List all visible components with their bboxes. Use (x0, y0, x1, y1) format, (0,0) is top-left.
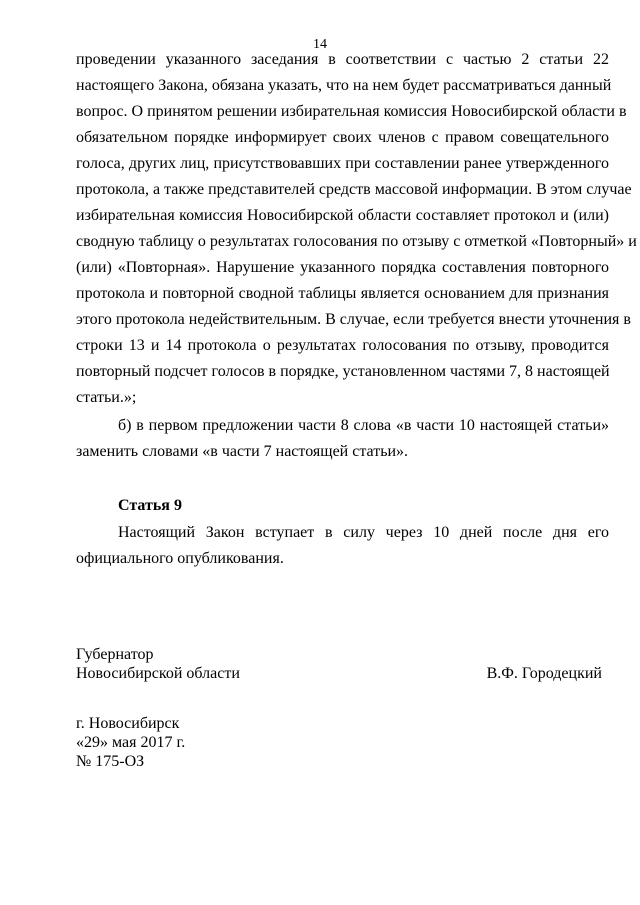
text-line: протокола и повторной сводной таблицы является основанием для признания (76, 285, 609, 302)
signing-date: «29» мая 2017 г. (76, 734, 186, 751)
text-line: вопрос. О принятом решении избирательная комиссия Новосибирской области в (76, 103, 627, 120)
text-line: обязательном порядке информирует своих членов с правом совещательного (76, 129, 609, 146)
signer-region: Новосибирской области (76, 665, 240, 682)
place-of-signing: г. Новосибирск (76, 715, 180, 732)
text-line: б) в первом предложении части 8 слова «в части 10 настоящей статьи» (118, 417, 609, 434)
text-line: повторный подсчет голосов в порядке, установленном частями 7, 8 настоящей (76, 363, 610, 380)
text-line: голоса, других лиц, присутствовавших при составлении ранее утвержденного (76, 155, 609, 172)
text-line: этого протокола недействительным. В случае, если требуется внести уточнения в (76, 311, 631, 328)
text-line: строки 13 и 14 протокола о результатах голосования по отзыву, проводится (76, 337, 609, 354)
signer-name: В.Ф. Городецкий (486, 665, 602, 682)
text-line: настоящего Закона, обязана указать, что на нем будет рассматриваться данный (76, 77, 612, 94)
article-heading: Статья 9 (118, 497, 182, 514)
signer-position: Губернатор (76, 646, 154, 663)
page-number: 14 (313, 37, 327, 52)
text-line: избирательная комиссия Новосибирской области составляет протокол и (или) (76, 207, 609, 224)
text-line: сводную таблицу о результатах голосования по отзыву с отметкой «Повторный» и (76, 233, 637, 250)
text-line: официального опубликования. (76, 550, 284, 567)
text-line: заменить словами «в части 7 настоящей статьи». (76, 443, 409, 460)
text-line: протокола, а также представителей средств массовой информации. В этом случае (76, 181, 632, 198)
text-line: проведении указанного заседания в соответствии с частью 2 статьи 22 (76, 51, 609, 68)
law-number: № 175-ОЗ (76, 753, 145, 770)
text-line: Настоящий Закон вступает в силу через 10 дней после дня его (118, 524, 609, 541)
text-line: (или) «Повторная». Нарушение указанного порядка составления повторного (76, 259, 609, 276)
text-line: статьи.»; (76, 389, 137, 406)
